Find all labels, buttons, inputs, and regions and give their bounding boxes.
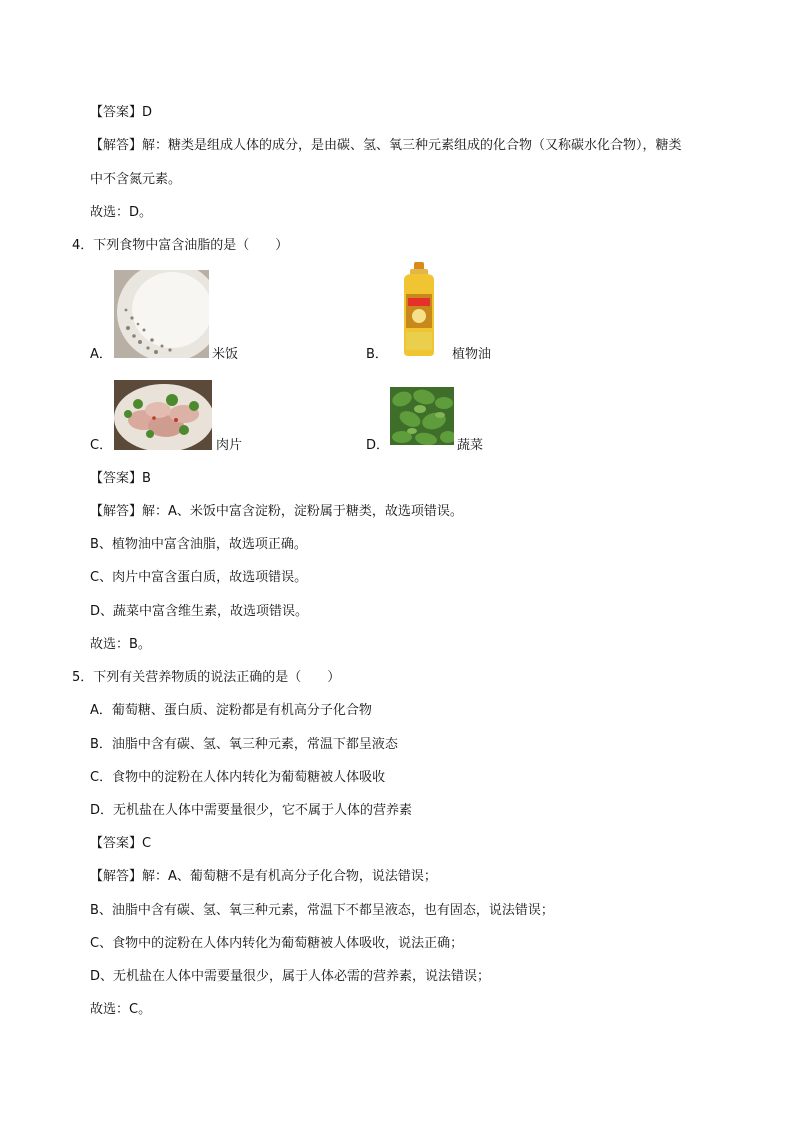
q5-option-c: C．食物中的淀粉在人体内转化为葡萄糖被人体吸收 <box>90 770 386 785</box>
q4-option-c-label: 肉片 <box>216 438 243 453</box>
q4-option-c-letter: C． <box>90 438 113 453</box>
q3-answer: 【答案】D <box>90 105 153 120</box>
q5-explanation-line1: 【解答】解：A、葡萄糖不是有机高分子化合物，说法错误； <box>90 869 437 884</box>
q4-option-b-letter: B． <box>366 347 388 362</box>
q4-option-d-letter: D． <box>366 438 390 453</box>
oil-bottle-image <box>400 260 438 358</box>
q5-answer: 【答案】C <box>90 836 152 851</box>
q4-option-b-label: 植物油 <box>452 347 492 362</box>
q4-explanation-line4: D、蔬菜中富含维生素，故选项错误。 <box>90 604 309 619</box>
q4-explanation-line3: C、肉片中富含蛋白质，故选项错误。 <box>90 570 308 585</box>
q5-explanation-line2: B、油脂中含有碳、氢、氧三种元素，常温下不都呈液态，也有固态，说法错误； <box>90 903 554 918</box>
q3-conclusion: 故选：D。 <box>90 205 153 220</box>
rice-bowl-image <box>114 270 209 358</box>
q4-explanation-line1: 【解答】解：A、米饭中富含淀粉，淀粉属于糖类，故选项错误。 <box>90 504 463 519</box>
q4-option-d-label: 蔬菜 <box>457 438 484 453</box>
q3-explanation-line1: 【解答】解：糖类是组成人体的成分，是由碳、氢、氧三种元素组成的化合物（又称碳水化合物），糖类 <box>90 138 682 153</box>
q5-explanation-line3: C、食物中的淀粉在人体内转化为葡萄糖被人体吸收，说法正确； <box>90 936 464 951</box>
q4-answer: 【答案】B <box>90 471 151 486</box>
q5-option-a: A．葡萄糖、蛋白质、淀粉都是有机高分子化合物 <box>90 703 372 718</box>
q3-explanation-line2: 中不含氮元素。 <box>90 172 182 187</box>
q5-option-b: B．油脂中含有碳、氢、氧三种元素，常温下都呈液态 <box>90 737 398 752</box>
q5-option-d: D．无机盐在人体中需要量很少，它不属于人体的营养素 <box>90 803 413 818</box>
q5-explanation-line4: D、无机盐在人体中需要量很少，属于人体必需的营养素，说法错误； <box>90 969 491 984</box>
q4-conclusion: 故选：B。 <box>90 637 151 652</box>
q4-option-a-letter: A． <box>90 347 112 362</box>
meat-plate-image <box>114 380 212 450</box>
q5-question: 5．下列有关营养物质的说法正确的是（ ） <box>72 670 341 685</box>
q4-option-a-label: 米饭 <box>212 347 239 362</box>
q5-conclusion: 故选：C。 <box>90 1002 152 1017</box>
q4-question: 4．下列食物中富含油脂的是（ ） <box>72 238 289 253</box>
q4-explanation-line2: B、植物油中富含油脂，故选项正确。 <box>90 537 307 552</box>
vegetable-leaves-image <box>390 387 454 445</box>
